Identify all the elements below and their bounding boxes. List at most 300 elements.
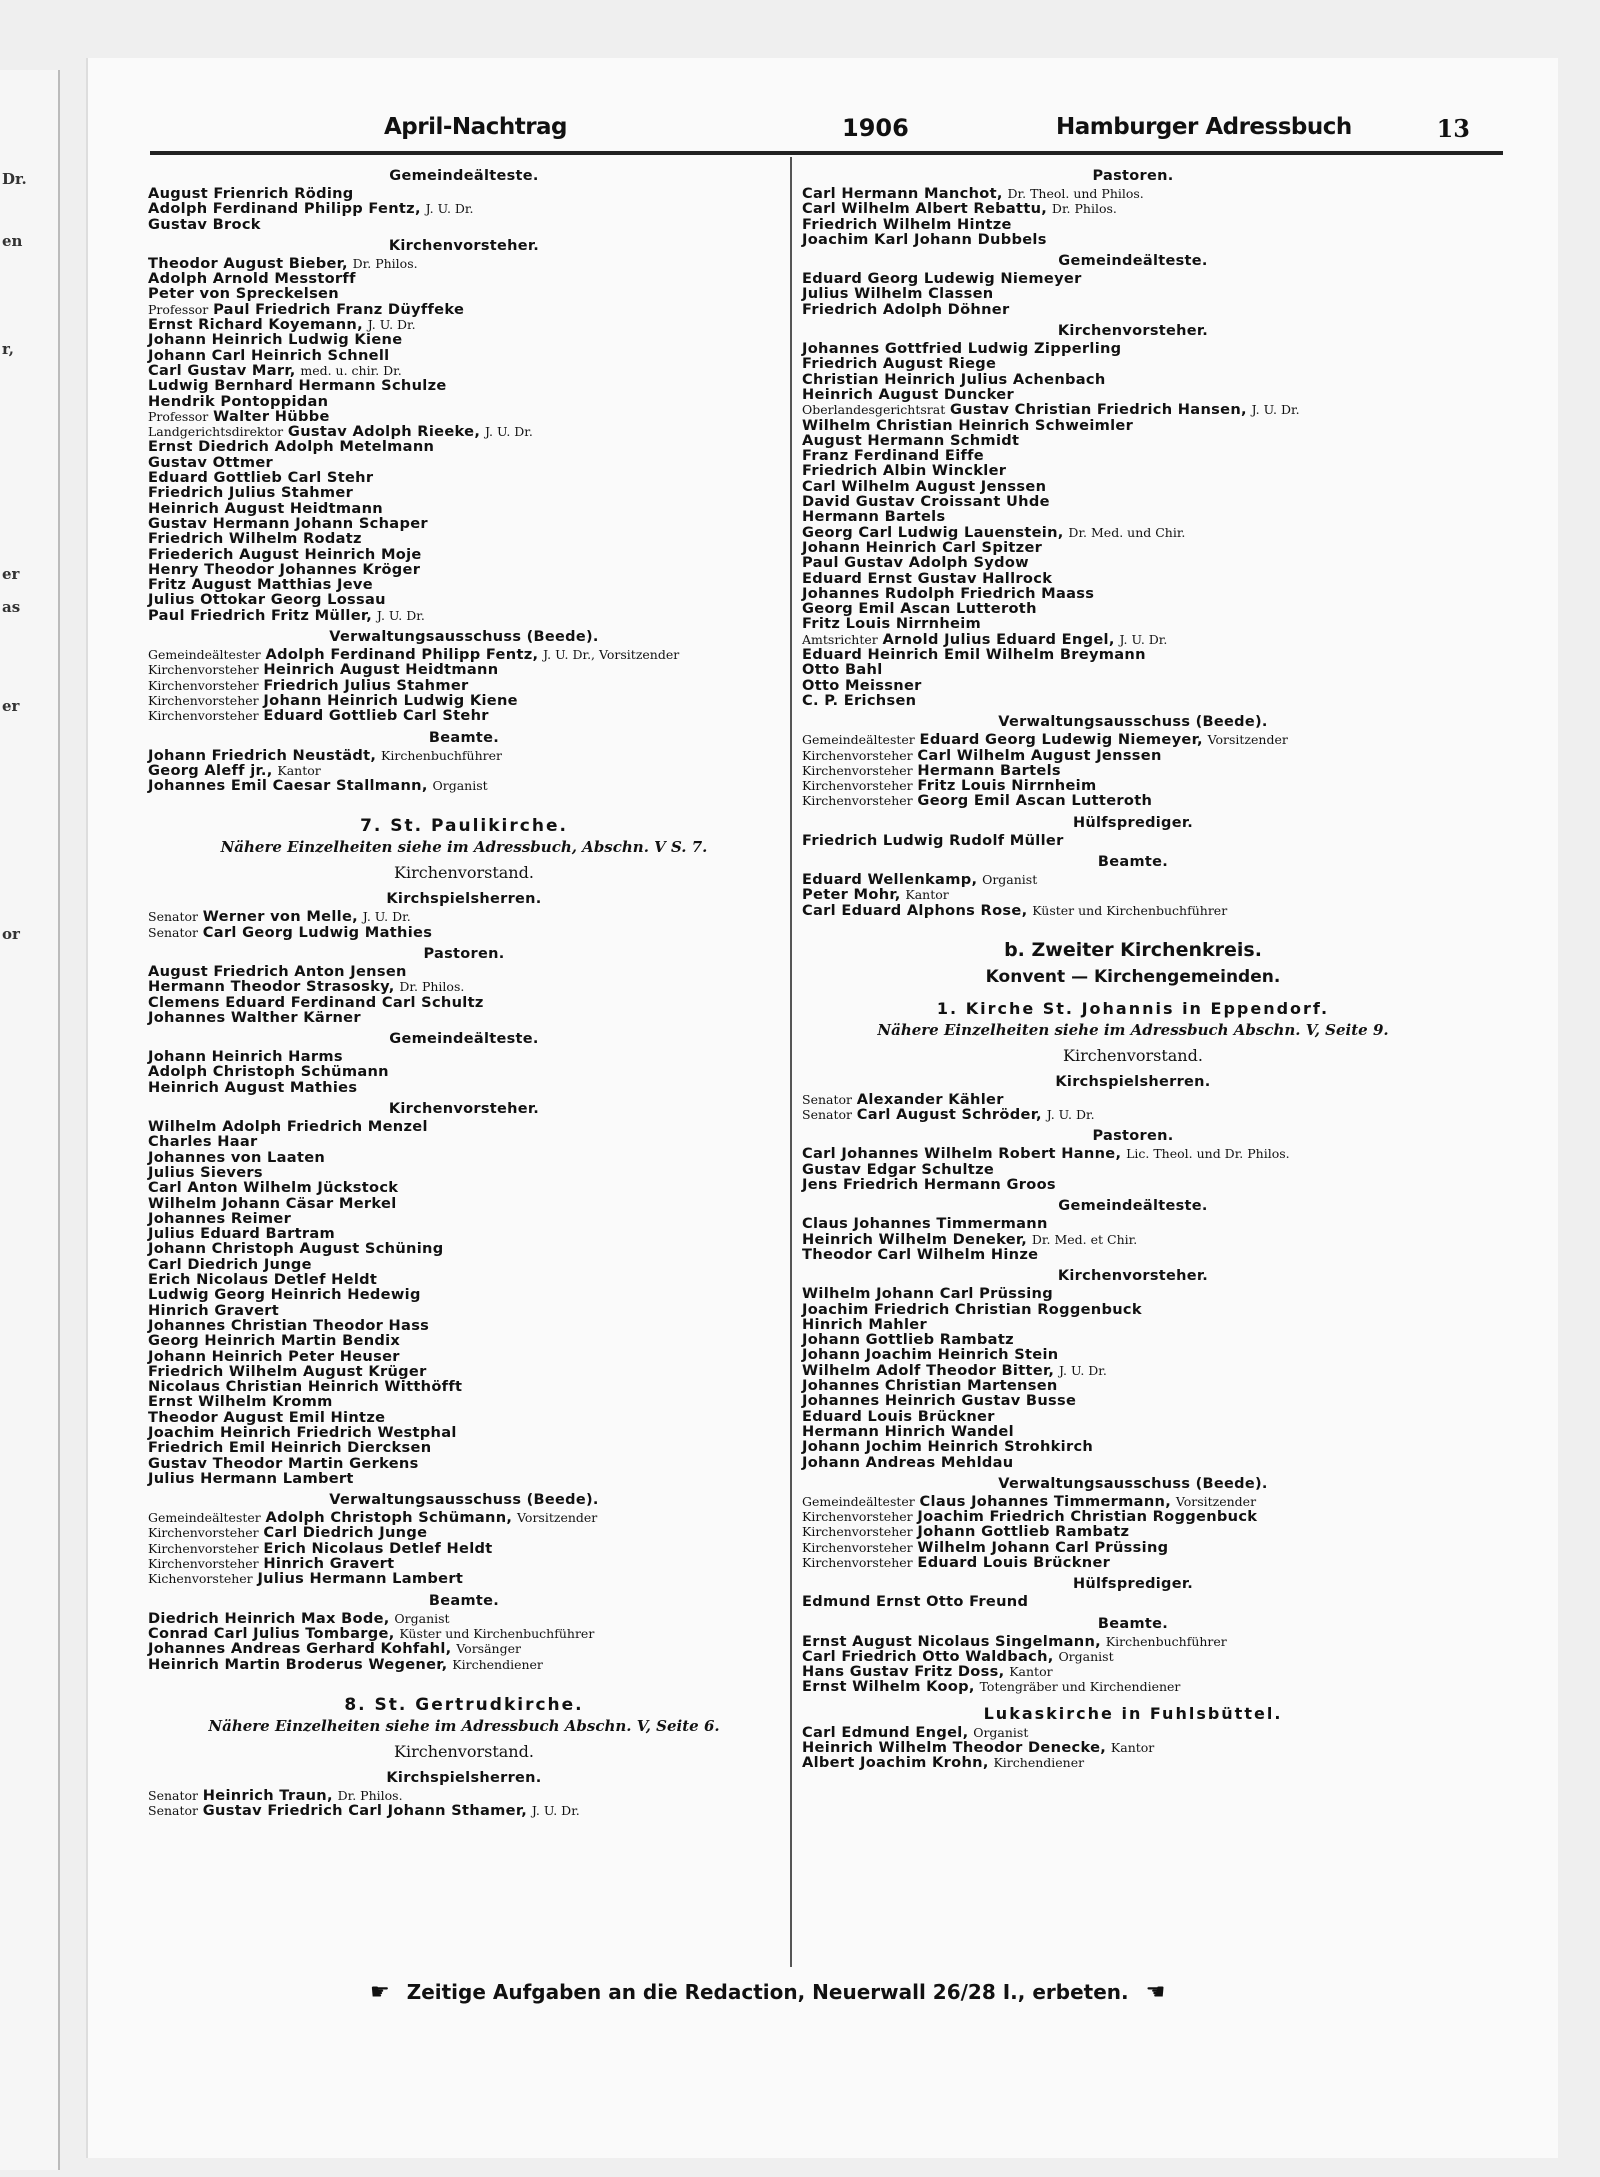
section-heading: Kirchenvorsteher. [1057,1268,1209,1285]
entry-name: Ernst Wilhelm Kromm [148,1393,333,1411]
entry-qualification: Dr. Med. et Chir. [1031,1231,1138,1247]
entry-qualification: J. U. Dr. [1058,1362,1107,1378]
entry-title: Landgerichtsdirektor [148,424,284,440]
directory-entry [802,402,1464,417]
directory-entry [802,217,1464,232]
directory-entry [148,662,780,677]
directory-entry [148,608,780,623]
header-title-left: April-Nachtrag [384,114,568,140]
directory-entry [148,1456,780,1471]
entry-name: Friedrich Adolph Döhner [802,300,1010,318]
directory-entry [148,562,780,577]
directory-entry [802,1393,1464,1408]
directory-entry [802,302,1464,317]
entry-name: Adolph Christoph Schümann [148,1063,389,1081]
entry-name: Eduard Louis Brückner [917,1554,1111,1571]
directory-entry [148,1556,780,1571]
section-heading: Kirchspielsherren. [386,1769,542,1786]
entry-name: Fritz August Matthias Jeve [148,576,373,594]
entry-title: Gemeindeältester [148,647,261,663]
entry-name: Henry Theodor Johannes Kröger [148,560,421,578]
section-heading: Kirchenvorsteher. [1057,323,1209,340]
directory-entry [802,571,1464,586]
directory-entry [148,693,780,708]
entry-name: Carl Gustav Marr, [148,361,296,379]
entry-name: Albert Joachim Krohn, [802,1754,989,1772]
entry-name: Johannes Heinrich Gustav Busse [802,1392,1077,1410]
directory-entry [802,586,1464,601]
directory-entry [148,485,780,500]
header-rule [150,151,1503,155]
directory-entry [802,1494,1464,1509]
directory-entry [802,1107,1464,1122]
entry-name: Paul Friedrich Franz Düyffeke [213,300,465,318]
entry-name: Carl Anton Wilhelm Jückstock [148,1179,399,1197]
directory-entry [148,1150,780,1165]
directory-entry [148,1641,780,1656]
entry-name: Eduard Gottlieb Carl Stehr [263,707,489,725]
entry-name: Wilhelm Adolf Theodor Bitter, [802,1361,1055,1379]
directory-entry [802,1594,1464,1609]
entry-qualification: Kirchenbuchführer [1105,1633,1227,1649]
directory-entry [148,1440,780,1455]
entry-name: Carl Diedrich Junge [148,1255,312,1273]
entry-name: Paul Gustav Adolph Sydow [802,554,1029,572]
entry-qualification: med. u. chir. Dr. [300,362,402,378]
directory-entry [802,1409,1464,1424]
entry-name: Johann Gottlieb Rambatz [917,1523,1130,1541]
entry-name: Adolph Christoph Schümann, [265,1509,513,1527]
entry-name: Theodor Carl Wilhelm Hinze [802,1245,1039,1263]
entry-name: Friedrich Emil Heinrich Diercksen [148,1439,432,1457]
directory-entry [148,332,780,347]
directory-entry [148,1080,780,1095]
entry-name: Johannes Christian Theodor Hass [148,1316,430,1334]
directory-entry [148,964,780,979]
entry-name: August Hermann Schmidt [802,431,1020,449]
directory-entry [802,1555,1464,1570]
entry-title: Kirchenvorsteher [802,747,913,763]
section-heading: Verwaltungsausschuss (Beede). [329,629,599,646]
directory-entry [148,531,780,546]
entry-name: Ernst Diedrich Adolph Metelmann [148,438,435,456]
entry-qualification: J. U. Dr. [367,317,416,333]
right-column [802,162,1464,1771]
previous-page-fragment: er [2,565,20,583]
entry-name: Clemens Eduard Ferdinand Carl Schultz [148,993,484,1011]
entry-name: Eduard Louis Brückner [802,1407,995,1425]
directory-entry [148,1541,780,1556]
entry-title: Senator [148,909,198,925]
previous-page-fragment: Dr. [2,170,27,188]
section-heading: Pastoren. [1092,168,1174,184]
entry-qualification: Dr. Philos. [399,979,465,995]
section-heading: Kirchspielsherren. [1055,1073,1211,1090]
directory-entry [148,363,780,378]
directory-entry [148,1657,780,1672]
directory-entry [802,1524,1464,1539]
directory-entry [148,186,780,201]
section-heading: Gemeindeälteste. [389,1031,539,1048]
directory-entry [802,1247,1464,1262]
directory-entry [802,793,1464,808]
section-heading: Pastoren. [1092,1128,1174,1145]
directory-entry [148,1318,780,1333]
entry-qualification: Lic. Theol. und Dr. Philos. [1126,1146,1290,1162]
directory-entry [802,616,1464,631]
entry-name: Hermann Bartels [917,761,1061,779]
directory-entry [148,217,780,232]
directory-entry [148,424,780,439]
previous-page-fragment: or [2,925,20,943]
entry-name: Arnold Julius Eduard Engel, [882,630,1115,648]
directory-entry [802,186,1464,201]
previous-page-fragment: r, [2,340,15,358]
directory-entry [148,470,780,485]
entry-qualification: Dr. Philos. [1051,201,1117,217]
directory-entry [148,1425,780,1440]
directory-entry [148,1134,780,1149]
subheading: Kirchenvorstand. [394,863,534,883]
directory-entry [802,341,1464,356]
entry-qualification: J. U. Dr. [362,909,411,925]
entry-name: Peter Mohr, [802,886,901,904]
entry-name: Johannes Rudolph Friedrich Maass [802,584,1095,602]
directory-entry [148,1379,780,1394]
directory-entry [148,439,780,454]
entry-name: Carl Friedrich Otto Waldbach, [802,1647,1054,1665]
directory-entry [148,1287,780,1302]
district-heading: b. Zweiter Kirchenkreis. [1004,938,1262,961]
entry-name: Claus Johannes Timmermann [802,1215,1048,1233]
entry-name: Eduard Georg Ludewig Niemeyer, [919,731,1203,749]
section-heading: Gemeindeälteste. [389,168,539,184]
entry-name: Johannes von Laaten [148,1148,326,1166]
directory-entry [802,525,1464,540]
entry-qualification: Organist [1058,1648,1114,1664]
entry-qualification: Vorsitzender [517,1510,598,1526]
directory-entry [802,1509,1464,1524]
entry-title: Kirchenvorsteher [802,1524,913,1540]
previous-page-fragment: er [2,697,20,715]
entry-qualification: J. U. Dr. [1251,402,1300,418]
entry-name: Gustav Edgar Schultze [802,1160,995,1178]
entry-name: Hermann Hinrich Wandel [802,1422,1014,1440]
directory-entry [148,1571,780,1586]
entry-name: C. P. Erichsen [802,691,917,709]
entry-name: Friedrich Wilhelm August Krüger [148,1362,427,1380]
directory-entry [802,356,1464,371]
directory-entry [148,1611,780,1626]
entry-name: Heinrich August Heidtmann [148,499,383,517]
directory-entry [148,979,780,994]
entry-name: Gustav Brock [148,215,261,233]
entry-name: Wilhelm Christian Heinrich Schweimler [802,416,1134,434]
directory-entry [148,1410,780,1425]
entry-qualification: Totengräber und Kirchendiener [979,1679,1181,1695]
entry-name: Georg Carl Ludwig Lauenstein, [802,523,1064,541]
entry-name: Eduard Gottlieb Carl Stehr [148,469,374,487]
entry-qualification: J. U. Dr. [531,1803,580,1819]
directory-entry [802,763,1464,778]
entry-name: Johannes Emil Caesar Stallmann, [148,777,428,795]
entry-name: Heinrich Martin Broderus Wegener, [148,1655,448,1673]
directory-entry [148,1525,780,1540]
section-heading: Verwaltungsausschuss (Beede). [998,714,1268,731]
directory-entry [802,1317,1464,1332]
pointing-hand-left-icon: ☛ [370,1980,390,2005]
directory-entry [802,662,1464,677]
entry-qualification: J. U. Dr., Vorsitzender [543,647,680,663]
entry-title: Senator [148,1803,198,1819]
directory-entry [802,1649,1464,1664]
entry-name: Johannes Andreas Gerhard Kohfahl, [148,1640,452,1658]
directory-entry [148,1803,780,1818]
entry-name: Fritz Louis Nirrnheim [802,615,982,633]
directory-entry [802,509,1464,524]
entry-title: Kirchenvorsteher [802,793,913,809]
entry-qualification: Vorsitzender [1175,1493,1257,1509]
subheading: Kirchenvorstand. [1063,1045,1203,1065]
entry-title: Professor [148,301,209,317]
directory-entry [802,479,1464,494]
entry-qualification: Kirchenbuchführer [381,747,503,763]
directory-entry [148,201,780,216]
convent-heading: Konvent — Kirchengemeinden. [985,966,1281,987]
directory-entry [802,693,1464,708]
entry-qualification: Küster und Kirchenbuchführer [399,1625,595,1641]
directory-entry [148,1471,780,1486]
directory-entry [802,1162,1464,1177]
entry-title: Oberlandesgerichtsrat [802,402,946,418]
entry-title: Senator [802,1107,852,1123]
directory-entry [148,1788,780,1803]
directory-entry [802,463,1464,478]
entry-name: Gustav Ottmer [148,453,274,471]
entry-title: Kirchenvorsteher [802,1555,913,1570]
entry-name: August Frienrich Röding [148,185,354,202]
section-heading: Hülfsprediger. [1072,1576,1194,1593]
entry-title: Kirchenvorsteher [148,1556,259,1572]
entry-name: Wilhelm Johann Carl Prüssing [917,1538,1169,1556]
entry-qualification: Dr. Philos. [337,1787,403,1803]
directory-entry [802,833,1464,848]
section-heading: Hülfsprediger. [1072,814,1194,831]
directory-entry [148,1049,780,1064]
entry-title: Kirchenvorsteher [802,778,913,794]
previous-page-fragment: as [2,598,21,616]
entry-name: Hendrik Pontoppidan [148,392,329,410]
entry-qualification: Kirchendiener [452,1656,543,1672]
directory-entry [148,577,780,592]
entry-name: Carl Wilhelm August Jenssen [802,477,1047,495]
directory-entry [802,448,1464,463]
entry-name: Johann Heinrich Ludwig Kiene [148,331,403,349]
entry-name: Hermann Theodor Strasosky, [148,978,395,996]
entry-title: Kirchenvorsteher [802,1509,913,1525]
pointing-hand-right-icon: ☚ [1145,1980,1166,2005]
entry-qualification: Organist [973,1724,1029,1740]
entry-name: Julius Wilhelm Classen [802,285,994,303]
entry-name: Hermann Bartels [802,508,946,526]
entry-name: Charles Haar [148,1133,258,1151]
section-heading: Gemeindeälteste. [1058,1198,1208,1215]
entry-name: Johann Heinrich Harms [148,1048,343,1066]
entry-name: Johann Christoph August Schüning [148,1240,444,1258]
entry-title: Kirchenvorsteher [148,1525,259,1541]
entry-title: Kirchenvorsteher [802,762,913,778]
directory-entry [802,232,1464,247]
entry-name: Edmund Ernst Otto Freund [802,1593,1029,1611]
directory-page [88,58,1558,2158]
entry-name: Fritz Louis Nirrnheim [917,777,1097,795]
entry-name: Johann Joachim Heinrich Stein [802,1346,1059,1364]
section-heading: Kirchenvorsteher. [388,1101,540,1118]
entry-name: Johannes Walther Kärner [148,1008,361,1026]
directory-entry [148,1394,780,1409]
entry-name: Claus Johannes Timmermann, [919,1492,1172,1510]
entry-qualification: J. U. Dr. [484,424,533,440]
directory-entry [802,601,1464,616]
directory-entry [802,1177,1464,1192]
directory-entry [148,1364,780,1379]
entry-name: Johann Friedrich Neustädt, [148,746,377,764]
entry-name: Johannes Reimer [148,1209,292,1227]
previous-page-edge [0,70,60,2170]
footer-notice [360,1980,1260,2010]
entry-name: Heinrich Wilhelm Deneker, [802,1230,1028,1248]
directory-entry [802,387,1464,402]
entry-name: Paul Friedrich Fritz Müller, [148,606,373,624]
entry-title: Kirchenvorsteher [148,677,259,693]
directory-entry [802,418,1464,433]
entry-name: Peter von Spreckelsen [148,285,339,303]
directory-entry [802,271,1464,286]
directory-entry [802,1232,1464,1247]
section-heading: Verwaltungsausschuss (Beede). [329,1492,599,1509]
entry-name: Hinrich Mahler [802,1315,927,1333]
entry-title: Kirchenvorsteher [148,692,259,708]
entry-name: Julius Sievers [148,1163,263,1181]
entry-name: Johann Jochim Heinrich Strohkirch [802,1438,1094,1456]
entry-name: Georg Emil Ascan Lutteroth [917,792,1153,810]
entry-name: Eduard Heinrich Emil Wilhelm Breymann [802,646,1146,664]
section-heading: Kirchspielsherren. [386,891,542,908]
directory-entry [148,778,780,793]
directory-entry [148,1010,780,1025]
directory-entry [148,763,780,778]
entry-qualification: Kirchendiener [993,1755,1085,1771]
entry-name: Georg Aleff jr., [148,761,273,779]
entry-name: Gustav Christian Friedrich Hansen, [950,401,1247,419]
entry-name: Johann Gottlieb Rambatz [802,1331,1014,1349]
entry-title: Gemeindeältester [802,1493,915,1509]
entry-name: Heinrich Traun, [202,1786,333,1804]
entry-name: Carl Wilhelm Albert Rebattu, [802,200,1048,218]
entry-name: Theodor August Bieber, [148,254,348,272]
directory-entry [148,286,780,301]
footer-text: Zeitige Aufgaben an die Redaction, Neuerwall 26/28 I., erbeten. [406,1980,1129,2004]
directory-entry [148,1510,780,1525]
entry-name: Werner von Melle, [202,908,358,926]
entry-name: Friedrich Wilhelm Rodatz [148,530,362,548]
directory-entry [802,540,1464,555]
entry-title: Amtsrichter [802,631,878,647]
entry-name: Ludwig Bernhard Hermann Schulze [148,377,447,395]
section-heading: Beamte. [1097,853,1169,870]
entry-qualification: Dr. Med. und Chir. [1068,524,1186,540]
directory-entry [148,925,780,940]
directory-entry [148,1626,780,1641]
directory-entry [148,547,780,562]
entry-name: Ernst Richard Koyemann, [148,316,363,334]
entry-name: Heinrich Wilhelm Theodor Denecke, [802,1739,1107,1757]
directory-entry [148,678,780,693]
entry-name: Johann Heinrich Carl Spitzer [802,538,1043,556]
header-year: 1906 [842,114,909,142]
entry-title: Professor [148,408,209,424]
entry-name: Hinrich Gravert [263,1555,395,1573]
entry-name: Wilhelm Johann Cäsar Merkel [148,1194,397,1212]
entry-name: Heinrich August Duncker [802,385,1014,403]
directory-entry [802,286,1464,301]
directory-entry [802,1363,1464,1378]
directory-entry [802,1286,1464,1301]
section-heading: Beamte. [428,1592,500,1609]
reference-note: Nähere Einzelheiten siehe im Adressbuch Abschn. V, Seite 9. [877,1020,1389,1039]
entry-qualification: Dr. Philos. [352,255,418,271]
directory-entry [148,909,780,924]
column-divider [790,157,792,1967]
entry-title: Kirchenvorsteher [148,708,259,724]
directory-entry [802,748,1464,763]
entry-title: Senator [148,1787,198,1803]
left-column [148,162,780,1818]
entry-name: David Gustav Croissant Uhde [802,493,1050,511]
entry-name: Adolph Ferdinand Philipp Fentz, [148,200,421,218]
directory-entry [802,1439,1464,1454]
entry-name: Theodor August Emil Hintze [148,1408,386,1426]
section-heading: Verwaltungsausschuss (Beede). [998,1475,1268,1492]
directory-entry [802,1755,1464,1770]
directory-entry [802,1725,1464,1740]
directory-entry [148,1119,780,1134]
entry-qualification: J. U. Dr. [425,201,474,217]
directory-entry [148,1241,780,1256]
entry-name: Carl Edmund Engel, [802,1723,969,1741]
church-heading: 8. St. Gertrudkirche. [344,1694,584,1715]
directory-entry [148,1349,780,1364]
entry-qualification: Küster und Kirchenbuchführer [1032,902,1228,918]
entry-name: Otto Meissner [802,676,922,694]
subheading: Kirchenvorstand. [394,1741,534,1761]
directory-entry [148,394,780,409]
entry-name: Johann Carl Heinrich Schnell [148,346,390,364]
entry-name: Friedrich Ludwig Rudolf Müller [802,831,1064,849]
reference-note: Nähere Einzelheiten siehe im Adressbuch Abschn. V, Seite 6. [208,1716,720,1735]
directory-entry [148,1211,780,1226]
directory-entry [148,1064,780,1079]
previous-page-fragment: en [2,232,23,250]
directory-entry [148,995,780,1010]
directory-entry [802,555,1464,570]
section-heading: Pastoren. [423,945,505,962]
entry-name: Erich Nicolaus Detlef Heldt [263,1539,493,1557]
entry-qualification: Organist [982,871,1038,887]
entry-name: Carl Eduard Alphons Rose, [802,901,1028,919]
church-heading: 1. Kirche St. Johannis in Eppendorf. [936,998,1330,1018]
directory-entry [802,433,1464,448]
